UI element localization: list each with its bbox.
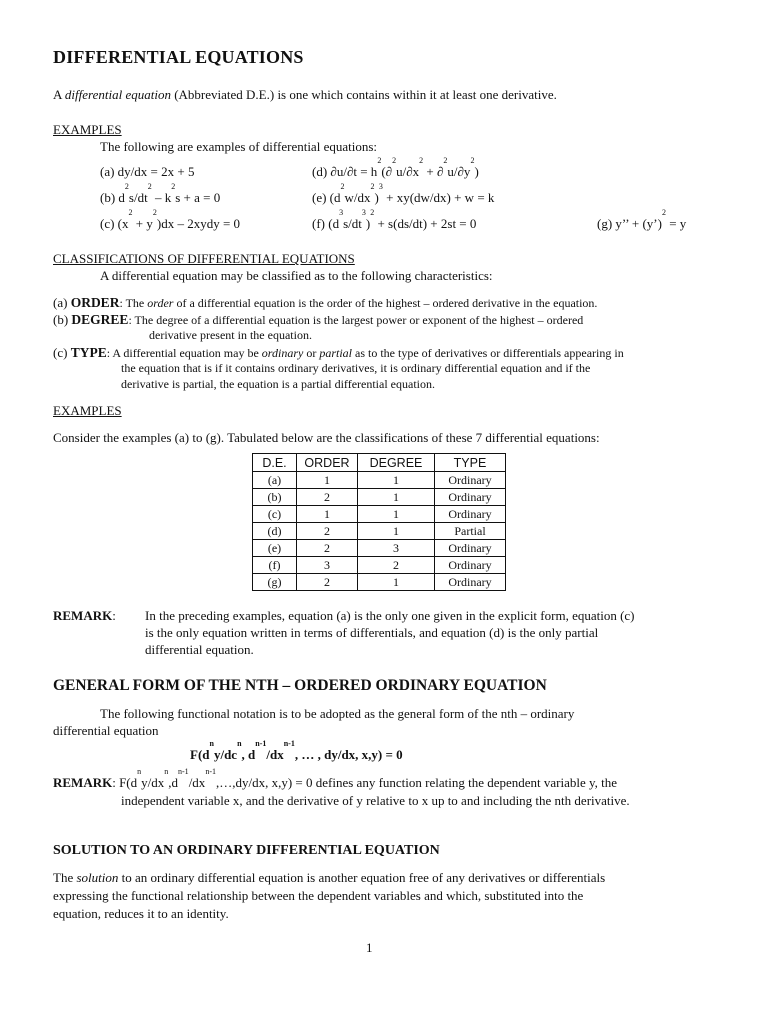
- cell-de: (a): [253, 472, 297, 489]
- header-order: ORDER: [297, 454, 358, 472]
- cell-order: 1: [297, 506, 358, 523]
- examples-lead: The following are examples of differential equations:: [100, 139, 377, 154]
- table-row: [253, 540, 506, 557]
- remark1-line2: is the only equation written in terms of differentials, and equation (d) is the only partial: [145, 625, 599, 640]
- table-row: [253, 472, 506, 489]
- cell-de: (g): [253, 574, 297, 591]
- cell-de: (c): [253, 506, 297, 523]
- general-formula: $F(d^ny/dc^n$, $d^{n-1}/dx^{n-1}$, … , dy/dx, x,y) = 0: [190, 739, 403, 762]
- remark1-label: REMARK:: [53, 608, 116, 623]
- cell-type: Ordinary: [435, 574, 506, 591]
- example-b: (b) $d^2s/dt^2 - k^2s + a = 0$: [100, 182, 221, 205]
- remark1-line3: differential equation.: [145, 642, 254, 657]
- examples2-heading: EXAMPLES: [53, 403, 122, 418]
- table-row: [253, 506, 506, 523]
- cell-de: (d): [253, 523, 297, 540]
- header-degree: DEGREE: [358, 454, 435, 472]
- remark1-line1: In the preceding examples, equation (a) is the only one given in the explicit form, equation (c): [145, 608, 635, 623]
- examples-heading: EXAMPLES: [53, 122, 122, 137]
- example-f: (f) $(d^3s/dt^3)^2 + s(ds/dt) + 2st = 0$: [312, 208, 477, 231]
- cell-type: Ordinary: [435, 489, 506, 506]
- degree-definition: (b) DEGREE: The degree of a differential equation is the largest power or exponent of the highest – ordered: [53, 312, 584, 327]
- table-row: [253, 523, 506, 540]
- cell-order: 2: [297, 489, 358, 506]
- degree-definition-cont: derivative present in the equation.: [149, 328, 312, 342]
- solution-line1: The solution to an ordinary differential equation is another equation free of any derivatives or differentials: [53, 870, 606, 885]
- table-header-row: [253, 454, 506, 472]
- solution-line2: expressing the functional relationship between the dependent variables and which, substituted into the: [53, 888, 584, 903]
- cell-degree: 1: [358, 472, 435, 489]
- cell-degree: 1: [358, 506, 435, 523]
- solution-line3: equation, reduces it to an identity.: [53, 906, 229, 921]
- cell-type: Partial: [435, 523, 506, 540]
- order-definition: (a) ORDER: The order of a differential equation is the order of the highest – ordered derivative in the equation.: [53, 295, 598, 310]
- cell-de: (f): [253, 557, 297, 574]
- cell-type: Ordinary: [435, 557, 506, 574]
- cell-order: 1: [297, 472, 358, 489]
- example-g: (g) y’’ + (y’)$^2$ = y: [597, 208, 687, 231]
- classification-table: [252, 453, 506, 591]
- cell-type: Ordinary: [435, 540, 506, 557]
- cell-type: Ordinary: [435, 506, 506, 523]
- general-line1: The following functional notation is to be adopted as the general form of the nth – ordinary: [100, 706, 575, 721]
- table-row: [253, 574, 506, 591]
- type-definition-cont1: the equation that is if it contains ordinary derivatives, it is ordinary differential equation and if the: [121, 361, 591, 375]
- header-de: D.E.: [253, 454, 297, 472]
- cell-order: 2: [297, 523, 358, 540]
- general-form-heading: GENERAL FORM OF THE NTH – ORDERED ORDINARY EQUATION: [53, 677, 547, 694]
- cell-degree: 2: [358, 557, 435, 574]
- cell-type: Ordinary: [435, 472, 506, 489]
- examples2-lead: Consider the examples (a) to (g). Tabulated below are the classifications of these 7 differential equations:: [53, 430, 600, 445]
- type-definition-cont2: derivative is partial, the equation is a partial differential equation.: [121, 377, 435, 391]
- remark2-line1: REMARK: $F(d^ny/dx^n,d^{n-1}/dx^{n-1},\dots,dy/dx$, x,y) = 0 defines any function relating the dependent variable y, the: [53, 767, 618, 790]
- cell-degree: 1: [358, 523, 435, 540]
- cell-degree: 3: [358, 540, 435, 557]
- table-row: [253, 489, 506, 506]
- cell-degree: 1: [358, 489, 435, 506]
- intro-paragraph: A differential equation (Abbreviated D.E.) is one which contains within it at least one derivative.: [53, 87, 557, 102]
- header-type: TYPE: [435, 454, 506, 472]
- cell-order: 2: [297, 574, 358, 591]
- example-e: (e) $(d^2w/dx^2)^3 + xy(dw/dx) + w = k$: [312, 182, 495, 205]
- example-a: (a) dy/dx = 2x + 5: [100, 164, 195, 179]
- type-definition: (c) TYPE: A differential equation may be ordinary or partial as to the type of derivatives or differentials appearing in: [53, 345, 624, 360]
- cell-degree: 1: [358, 574, 435, 591]
- classifications-lead: A differential equation may be classified as to the following characteristics:: [100, 268, 493, 283]
- general-line2: differential equation: [53, 723, 159, 738]
- page-title: DIFFERENTIAL EQUATIONS: [53, 47, 304, 67]
- cell-order: 3: [297, 557, 358, 574]
- cell-de: (e): [253, 540, 297, 557]
- cell-order: 2: [297, 540, 358, 557]
- solution-heading: SOLUTION TO AN ORDINARY DIFFERENTIAL EQUATION: [53, 843, 440, 858]
- page-number: 1: [366, 940, 373, 955]
- cell-de: (b): [253, 489, 297, 506]
- table-row: [253, 557, 506, 574]
- example-c: (c) $(x^2 + y^2)dx$ – 2xydy = 0: [100, 208, 241, 231]
- remark2-line2: independent variable x, and the derivative of y relative to x up to and including the nth derivative.: [121, 793, 630, 808]
- example-d: (d) $\partial u/\partial t = h^2(\partial^2u/\partial x^2 + \partial^2u/\partial y^2)$: [312, 156, 479, 179]
- classifications-heading: CLASSIFICATIONS OF DIFFERENTIAL EQUATIONS: [53, 251, 355, 266]
